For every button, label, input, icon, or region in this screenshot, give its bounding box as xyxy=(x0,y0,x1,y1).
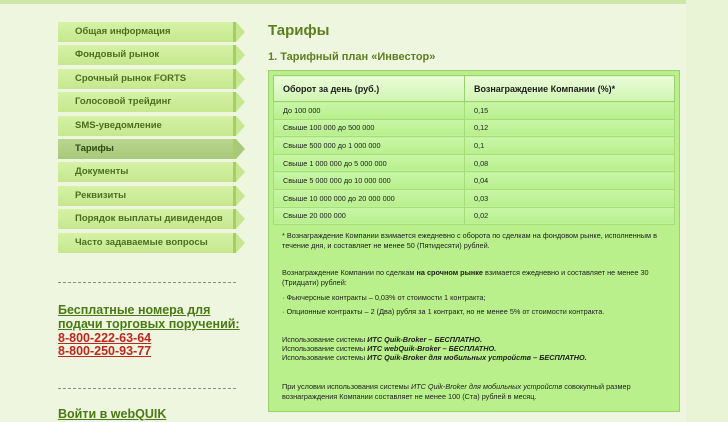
turnover-cell: Свыше 20 000 000 xyxy=(274,207,465,225)
fee-cell: 0,02 xyxy=(465,207,675,225)
page-title: Тарифы xyxy=(268,22,330,39)
turnover-cell: Свыше 1 000 000 до 5 000 000 xyxy=(274,154,465,172)
phone-link-1[interactable]: 8-800-222-63-64 xyxy=(58,331,152,345)
free-numbers-title-link[interactable]: Бесплатные номера для подачи торговых поручений: xyxy=(58,303,240,331)
sidebar-item-tariffs[interactable]: Тарифы xyxy=(58,139,236,159)
sidebar-item-documents[interactable]: Документы xyxy=(58,162,236,182)
options-bullet: · Опционные контракты – 2 (Два) рубля за 1 контракт, но не менее 5% от стоимости контракта. xyxy=(282,307,605,316)
system-name: ИТС Quik-Broker для мобильных устройств xyxy=(367,353,532,362)
system-name: ИТС webQuik-Broker xyxy=(367,344,441,353)
mobile-note-pre: При условии использования системы xyxy=(282,382,411,391)
sidebar-item-general-info[interactable]: Общая информация xyxy=(58,22,236,42)
page-background-strip xyxy=(686,0,728,422)
futures-bullet: · Фьючерсные контракты – 0,03% от стоимости 1 контракта; xyxy=(282,293,486,302)
webquik-login-link[interactable]: Войти в webQUIK xyxy=(58,407,167,421)
turnover-cell: До 100 000 xyxy=(274,102,465,120)
usage-pre: Использование системы xyxy=(282,353,368,362)
sidebar-item-requisites[interactable]: Реквизиты xyxy=(58,186,236,206)
fee-cell: 0,04 xyxy=(465,172,675,190)
forts-fee-note xyxy=(282,268,672,288)
turnover-cell: Свыше 5 000 000 до 10 000 000 xyxy=(274,172,465,190)
usage-post: – БЕСПЛАТНО. xyxy=(440,344,497,353)
system-name: ИТС Quik-Broker xyxy=(367,335,427,344)
divider xyxy=(58,282,236,283)
table-row xyxy=(274,172,675,190)
table-row xyxy=(274,207,675,225)
sidebar-item-sms[interactable]: SMS-уведомление xyxy=(58,116,236,136)
top-border xyxy=(0,0,728,4)
column-header-fee: Вознаграждение Компании (%)* xyxy=(465,76,675,102)
mobile-note-system: ИТС Quik-Broker для мобильных устройств xyxy=(410,382,563,391)
tariff-content-box xyxy=(268,70,680,412)
sidebar-item-faq[interactable]: Часто задаваемые вопросы xyxy=(58,233,236,253)
plan-title: 1. Тарифный план «Инвестор» xyxy=(268,51,436,63)
sidebar-menu xyxy=(58,22,236,256)
fee-cell: 0,15 xyxy=(465,102,675,120)
usage-pre: Использование системы xyxy=(282,335,368,344)
table-header-row xyxy=(274,76,675,102)
sidebar-item-forts[interactable]: Срочный рынок FORTS xyxy=(58,69,236,89)
forts-note-pre: Вознаграждение Компании по сделкам xyxy=(282,268,417,277)
forts-note-post: взимается ежедневно и составляет не менее 30 (Тридцати) рублей: xyxy=(282,268,649,287)
usage-post: – БЕСПЛАТНО. xyxy=(426,335,482,344)
table-row xyxy=(274,102,675,120)
fee-cell: 0,03 xyxy=(465,189,675,207)
usage-post: – БЕСПЛАТНО. xyxy=(531,353,587,362)
stock-fee-note: * Вознаграждение Компании взимается ежедневно с оборота по сделкам на фондовом рынке, исполненным в течение дня, и составляет не менее 50 (Пятидесяти) рублей. xyxy=(282,231,657,250)
usage-pre: Использование системы xyxy=(282,344,368,353)
column-header-turnover: Оборот за день (руб.) xyxy=(274,76,465,102)
phone-link-2[interactable]: 8-800-250-93-77 xyxy=(58,344,152,358)
divider xyxy=(58,388,236,389)
table-row xyxy=(274,137,675,155)
table-row xyxy=(274,154,675,172)
tariff-table xyxy=(273,75,675,225)
fee-cell: 0,12 xyxy=(465,119,675,137)
mobile-fee-note xyxy=(282,382,672,402)
sidebar-item-dividends[interactable]: Порядок выплаты дивидендов xyxy=(58,209,236,229)
sidebar-item-voice-trading[interactable]: Голосовой трейдинг xyxy=(58,92,236,112)
fee-cell: 0,08 xyxy=(465,154,675,172)
mobile-note-post: совокупный размер вознаграждения Компании составляет не менее 100 (Ста) рублей в месяц. xyxy=(282,382,631,401)
forts-note-bold: на срочном рынке xyxy=(416,268,483,277)
table-row xyxy=(274,189,675,207)
sidebar-item-stock-market[interactable]: Фондовый рынок xyxy=(58,45,236,65)
table-row xyxy=(274,119,675,137)
fee-cell: 0,1 xyxy=(465,137,675,155)
turnover-cell: Свыше 100 000 до 500 000 xyxy=(274,119,465,137)
usage-line-mobile xyxy=(282,353,672,363)
turnover-cell: Свыше 500 000 до 1 000 000 xyxy=(274,137,465,155)
turnover-cell: Свыше 10 000 000 до 20 000 000 xyxy=(274,189,465,207)
